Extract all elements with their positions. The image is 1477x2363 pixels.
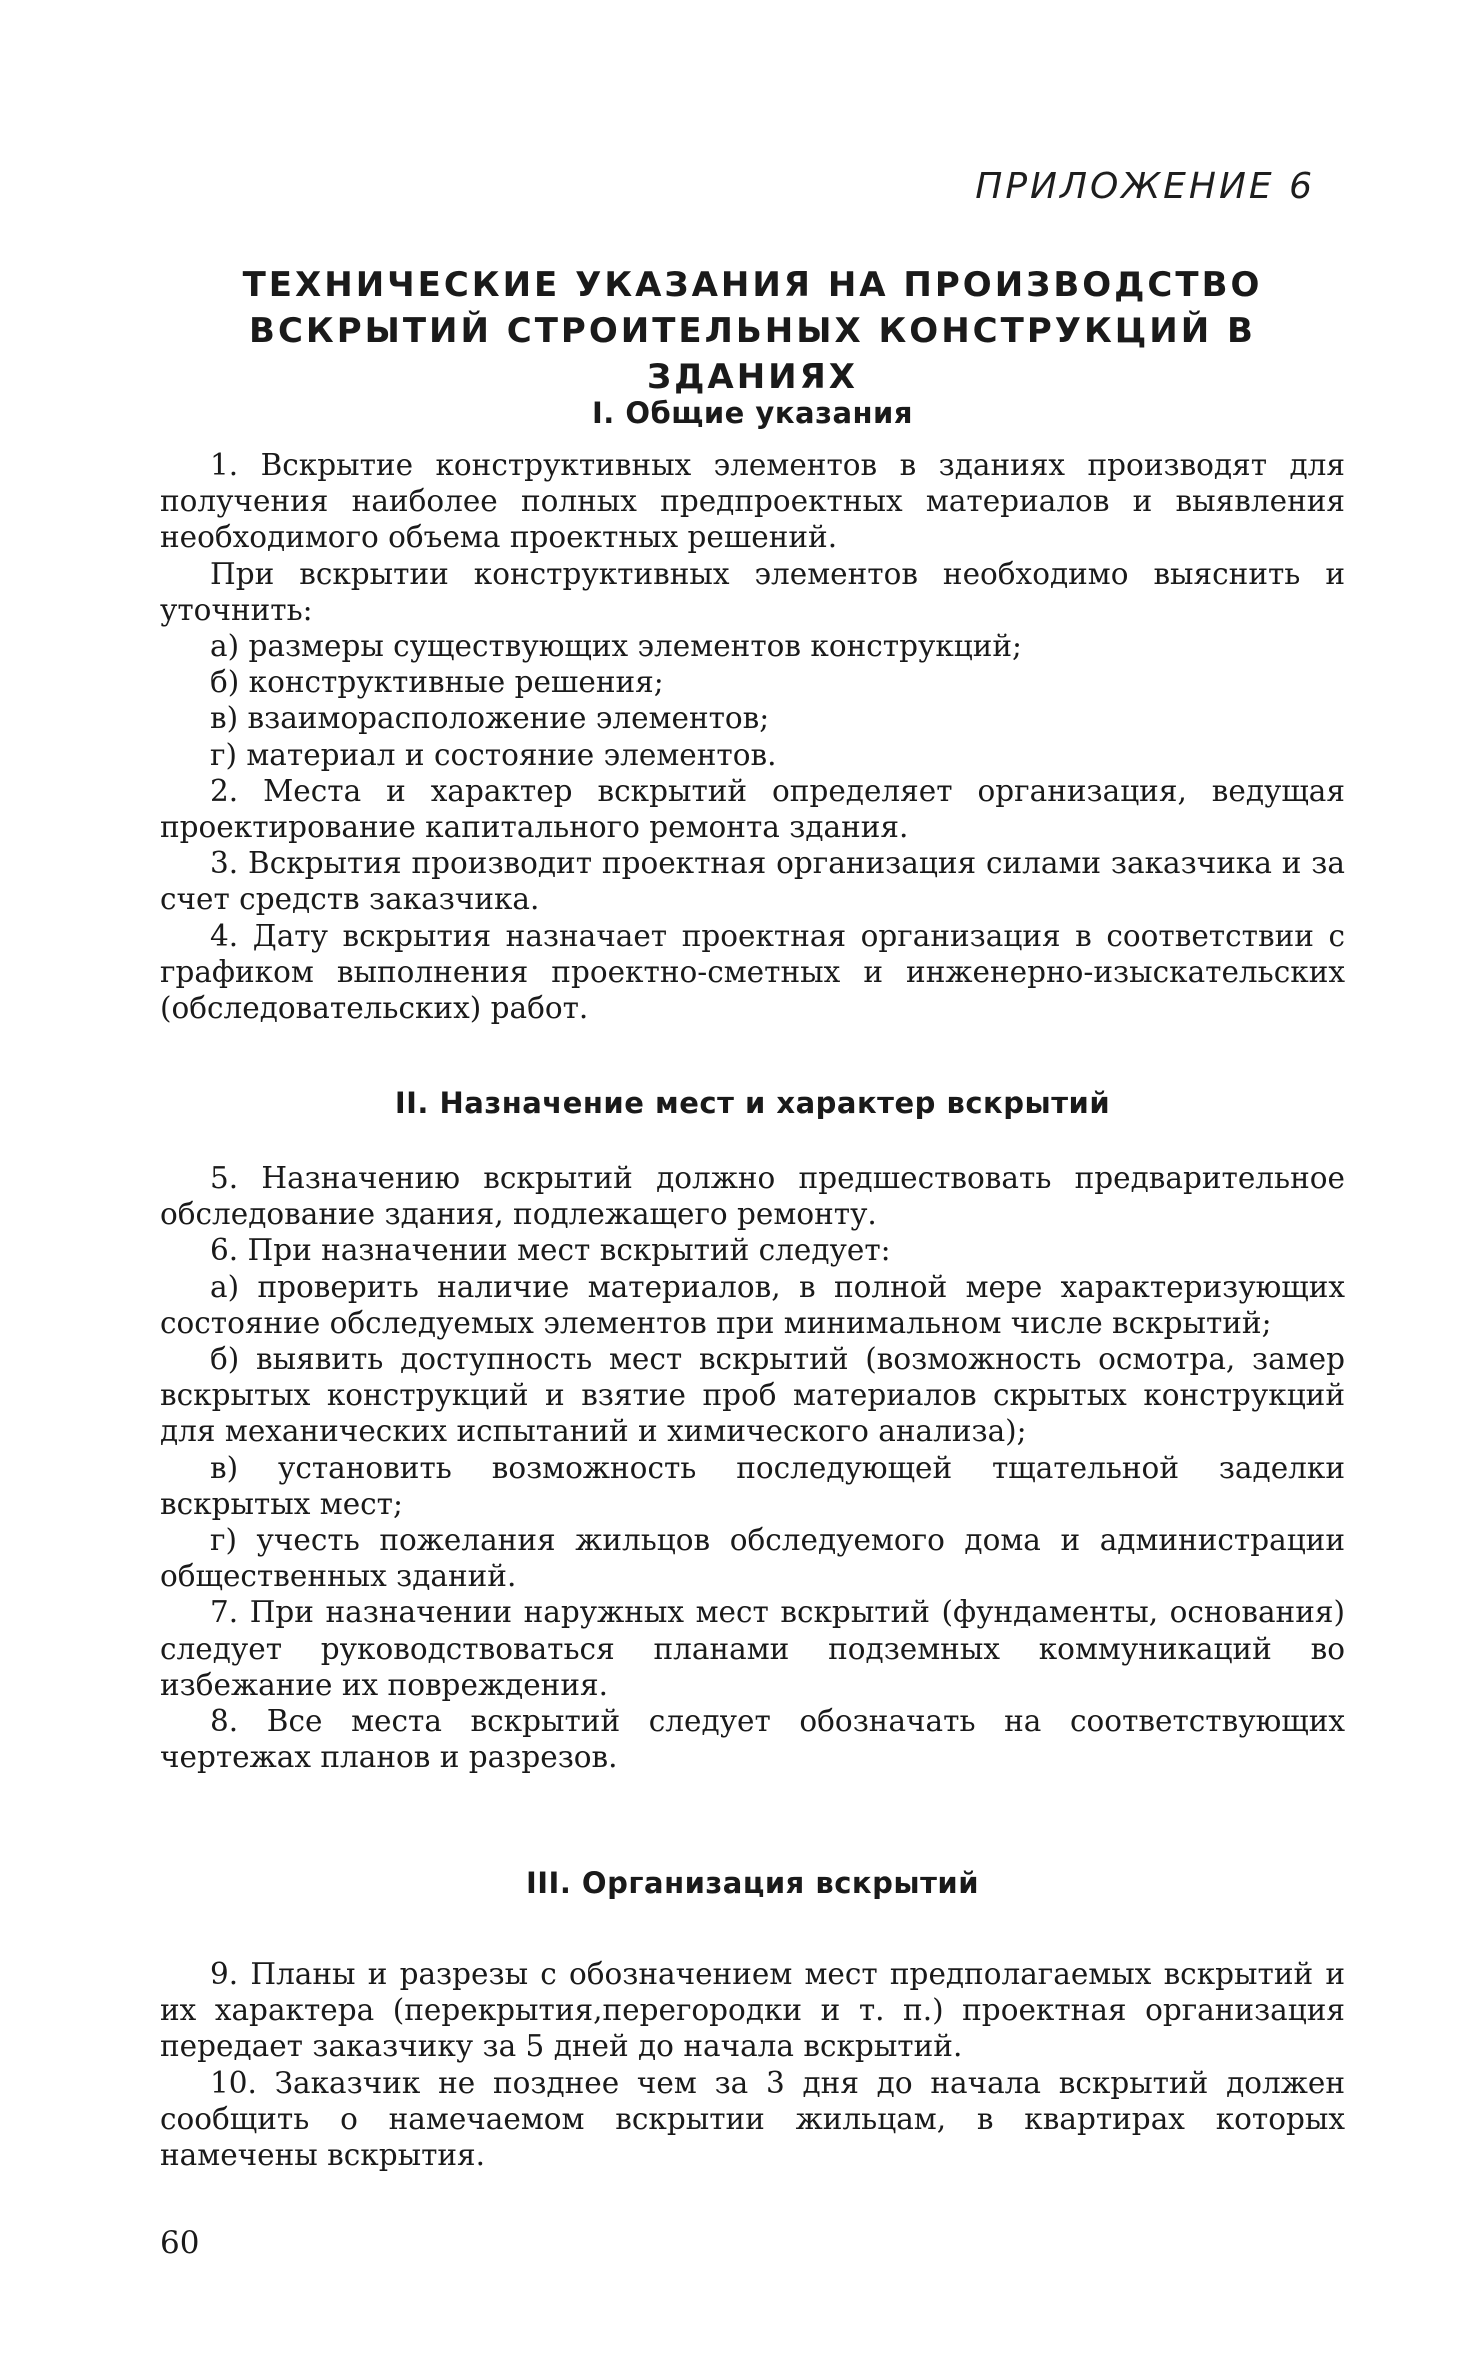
list-item: б) конструктивные решения; <box>210 665 664 700</box>
paragraph: 1. Вскрытие конструктивных элементов в зданиях производят для получения наиболее полных предпроектных материалов и выявления необходимого объема проектных решений. <box>160 448 1345 555</box>
list-item: а) размеры существующих элементов конструкций; <box>210 629 1022 664</box>
section-heading-organization: III. Организация вскрытий <box>525 1866 980 1900</box>
list-item: г) материал и состояние элементов. <box>210 737 777 772</box>
section-body-purpose <box>160 1160 1345 1775</box>
list-item: г) учесть пожелания жильцов обследуемого дома и администрации общественных зданий. <box>160 1523 1345 1594</box>
paragraph: При вскрытии конструктивных элементов необходимо выяснить и уточнить: <box>160 556 1345 627</box>
paragraph: 7. При назначении наружных мест вскрытий (фундаменты, основания) следует руководствоваться планами подземных коммуникаций во избежание их повреждения. <box>160 1595 1345 1702</box>
paragraph: 2. Места и характер вскрытий определяет организация, ведущая проектирование капитального ремонта здания. <box>160 773 1345 845</box>
paragraph: 4. Дату вскрытия назначает проектная организация в соответствии с графиком выполнения проектно-сметных и инженерно-изыскательских (обследовательских) работ. <box>160 918 1345 1026</box>
section-heading-general: I. Общие указания <box>591 396 913 430</box>
section-body-general <box>160 447 1345 1026</box>
list-item: в) взаиморасположение элементов; <box>210 701 770 736</box>
page-number: 60 <box>160 2225 200 2261</box>
section-body-organization <box>160 1956 1345 2173</box>
document-title: ТЕХНИЧЕСКИЕ УКАЗАНИЯ НА ПРОИЗВОДСТВО ВСКРЫТИЙ СТРОИТЕЛЬНЫХ КОНСТРУКЦИЙ В ЗДАНИЯХ <box>242 265 1263 397</box>
list-item: б) выявить доступность мест вскрытий (возможность осмотра, замер вскрытых конструкций и взятие проб материалов скрытых конструкций для механических испытаний и химического анализа); <box>160 1342 1345 1449</box>
list-item: в) установить возможность последующей тщательной заделки вскрытых мест; <box>160 1450 1345 1521</box>
appendix-label: ПРИЛОЖЕНИЕ 6 <box>975 166 1315 207</box>
paragraph: 9. Планы и разрезы с обозначением мест предполагаемых вскрытий и их характера (перекрытия,перегородки и т. п.) проектная организация передает заказчику за 5 дней до начала вскрытий. <box>160 1957 1345 2064</box>
paragraph: 10. Заказчик не позднее чем за 3 дня до начала вскрытий должен сообщить о намечаемом вскрытии жильцам, в квартирах которых намечены вскрытия. <box>160 2065 1345 2173</box>
paragraph: 5. Назначению вскрытий должно предшествовать предварительное обследование здания, подлежащего ремонту. <box>160 1161 1345 1232</box>
list-item: а) проверить наличие материалов, в полной мере характеризующих состояние обследуемых элементов при минимальном числе вскрытий; <box>160 1269 1345 1340</box>
paragraph: 3. Вскрытия производит проектная организация силами заказчика и за счет средств заказчика. <box>160 846 1345 917</box>
section-heading-purpose: II. Назначение мест и характер вскрытий <box>394 1086 1111 1120</box>
paragraph: 6. При назначении мест вскрытий следует: <box>210 1233 891 1268</box>
paragraph: 8. Все места вскрытий следует обозначать на соответствующих чертежах планов и разрезов. <box>160 1704 1345 1775</box>
